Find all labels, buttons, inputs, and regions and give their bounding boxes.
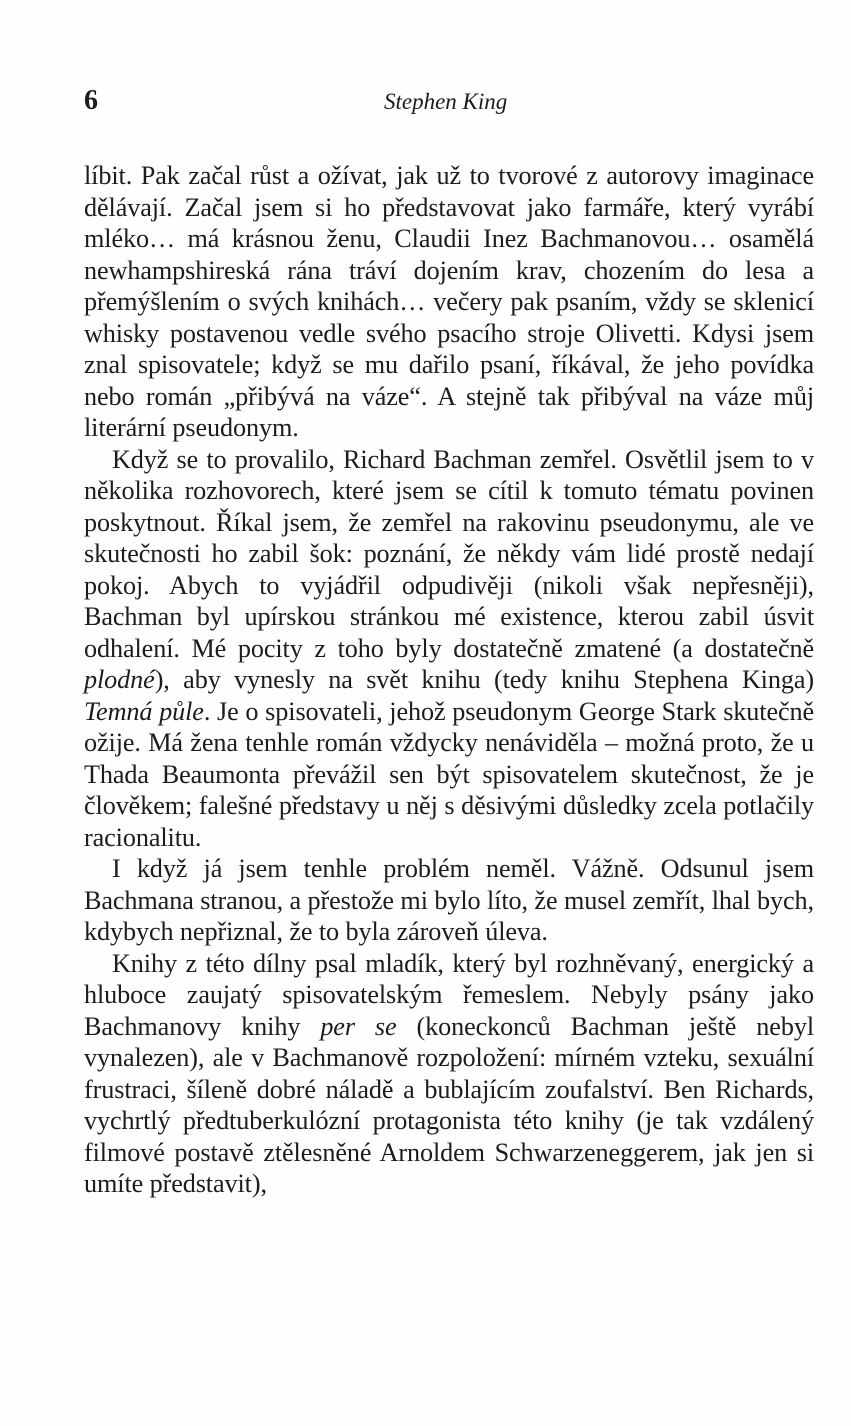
paragraph bbox=[84, 444, 814, 854]
page-number: 6 bbox=[84, 85, 98, 116]
paragraph-text: Knihy z této dílny psal mladík, který byl rozhněvaný, energický a hluboce zaujatý spisovatelským řemeslem. Nebyly psány jako Bachmanovy knihy bbox=[84, 948, 814, 1041]
book-title: Temná půle bbox=[84, 696, 204, 726]
paragraph bbox=[84, 948, 814, 1200]
paragraph-text: . Je o spisovateli, jehož pseudonym George Stark skutečně ožije. Má žena tenhle román vždycky nenáviděla – možná proto, že u Thada Beaumonta převážil sen být spisovatelem skutečnost, že je člověkem; falešné představy u něj s děsivými důsledky zcela potlačily racionalitu. bbox=[84, 696, 815, 852]
running-head: Stephen King bbox=[384, 89, 508, 114]
paragraph-text: ), aby vynesly na svět knihu (tedy knihu Stephena Kinga) bbox=[154, 665, 814, 694]
body-text bbox=[84, 160, 814, 1200]
italic-text: per se bbox=[320, 1011, 397, 1041]
paragraph: líbit. Pak začal růst a ožívat, jak už to tvorové z autorovy imaginace dělávají. Začal jsem si ho představovat jako farmáře, který vyrábí mléko… má krásnou ženu, Claudii Inez Bachmanovou… osamělá newhampshireská rána tráví dojením krav, chozením do lesa a přemýšlením o svých knihách… večery pak psaním, vždy se sklenicí whisky postavenou vedle svého psacího stroje Olivetti. Kdysi jsem znal spisovatele; když se mu dařilo psaní, říkával, že jeho povídka nebo román „přibývá na váze“. A stejně tak přibýval na váze můj literární pseudonym. bbox=[84, 161, 814, 442]
paragraph-text: (koneckonců Bachman ještě nebyl vynalezen), ale v Bachmanově rozpoložení: mírném vzteku, sexuální frustraci, šíleně dobré náladě a bublajícím zoufalství. Ben Richards, vychrtlý předtuberkulózní protagonista této knihy (je tak vzdálený filmové postavě ztělesněné Arnoldem Schwarzeneggerem, jak jen si umíte představit), bbox=[84, 1011, 814, 1198]
paragraph: I když já jsem tenhle problém neměl. Vážně. Odsunul jsem Bachmana stranou, a přestože mi bylo líto, že musel zemřít, lhal bych, kdybych nepřiznal, že to byla zároveň úleva. bbox=[84, 854, 814, 946]
italic-text: plodné bbox=[84, 665, 155, 694]
paragraph-text: Když se to provalilo, Richard Bachman zemřel. Osvětlil jsem to v několika rozhovorech, které jsem se cítil k tomuto tématu povinen poskytnout. Říkal jsem, že zemřel na rakovinu pseudonymu, ale ve skutečnosti ho zabil šok: poznání, že někdy vám lidé prostě nedají pokoj. Abych to vyjádřil odpudivěji (nikoli však nepřesněji), Bachman byl upírskou stránkou mé existence, kterou zabil úsvit odhalení. Mé pocity z toho byly dostatečně zmatené (a dostatečně bbox=[84, 444, 814, 663]
page-header bbox=[84, 84, 814, 124]
